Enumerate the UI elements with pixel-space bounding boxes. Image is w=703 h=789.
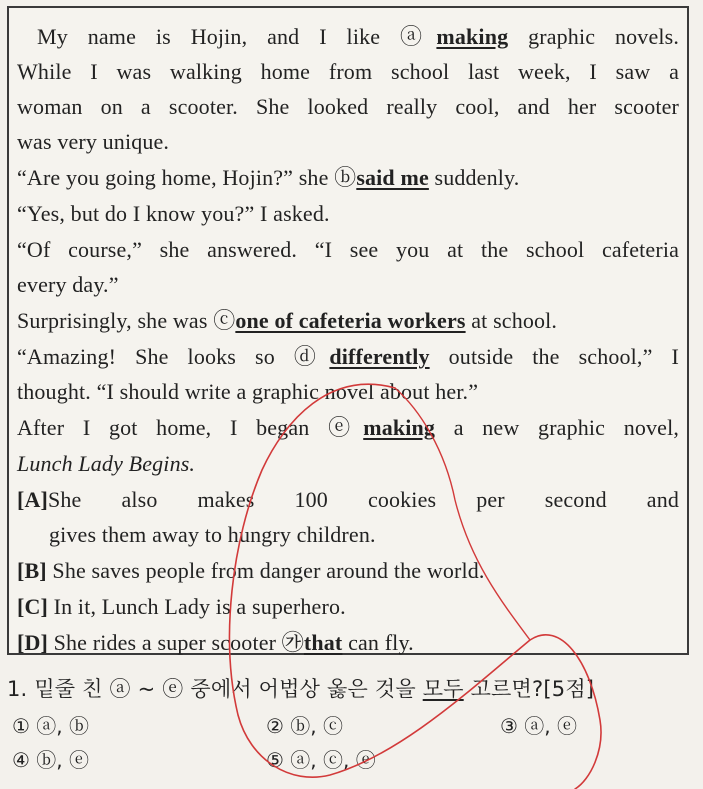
passage-line-11: thought. “I should write a graphic novel about her.” — [17, 379, 479, 404]
passage-line-9 — [17, 308, 557, 334]
question-underlined-word: 모두 — [422, 677, 464, 701]
line-text: My name is Hojin, and I like — [37, 24, 401, 49]
line-text: She rides a super scooter — [48, 630, 282, 655]
passage-line-4: was very unique. — [17, 129, 170, 154]
mark-d: ⓓ — [293, 344, 330, 369]
line-text: Surprisingly, she was — [17, 308, 214, 333]
passage-line-5 — [17, 165, 519, 191]
option-1[interactable]: ① ⓐ, ⓑ — [12, 714, 90, 738]
mark-a: ⓐ — [400, 24, 437, 49]
underlined-making-e: making — [363, 415, 436, 440]
line-text: graphic novels. — [508, 24, 679, 49]
passage-line-8: every day.” — [17, 272, 119, 297]
option-4[interactable]: ④ ⓑ, ⓔ — [12, 748, 90, 772]
passage-box — [7, 6, 689, 655]
mark-ga: ㉮ — [281, 630, 304, 655]
passage-line-2: While I was walking home from school last week, I saw a — [17, 59, 679, 84]
tag-c: [C] — [17, 594, 48, 619]
question-stem — [7, 673, 594, 703]
line-text: In it, Lunch Lady is a superhero. — [48, 594, 346, 619]
line-text: can fly. — [342, 630, 414, 655]
passage-line-7: “Of course,” she answered. “I see you at the school cafeteria — [17, 237, 679, 262]
line-text: She also makes 100 cookies per second and — [48, 487, 679, 512]
passage-line-b — [17, 558, 485, 584]
mark-b: ⓑ — [334, 165, 357, 190]
underlined-said-me: said me — [356, 165, 429, 190]
question-text: 고르면?[5점] — [463, 677, 595, 701]
line-text: at school. — [465, 308, 558, 333]
line-text: suddenly. — [428, 165, 520, 190]
underlined-differently: differently — [329, 344, 430, 369]
novel-title: Lunch Lady Begins. — [17, 451, 196, 476]
passage-line-6: “Yes, but do I know you?” I asked. — [17, 201, 330, 226]
line-text: She saves people from danger around the world. — [46, 558, 485, 583]
line-text: outside the school,” I — [429, 344, 679, 369]
tag-a: [A] — [17, 487, 48, 512]
line-text: a new graphic novel, — [435, 415, 679, 440]
tag-b: [B] — [17, 558, 47, 583]
passage-line-1 — [37, 24, 679, 50]
passage-line-a — [17, 487, 679, 513]
passage-line-c — [17, 594, 346, 620]
line-text: After I got home, I began — [17, 415, 329, 440]
question-number: 1. — [7, 677, 28, 701]
passage-line-12 — [17, 415, 679, 441]
underlined-that: that — [303, 630, 343, 655]
line-text: “Are you going home, Hojin?” she — [17, 165, 335, 190]
option-3[interactable]: ③ ⓐ, ⓔ — [500, 714, 578, 738]
mark-c: ⓒ — [213, 308, 236, 333]
mark-e: ⓔ — [328, 415, 364, 440]
passage-line-a-cont: gives them away to hungry children. — [49, 522, 376, 547]
passage-line-3: woman on a scooter. She looked really cool, and her scooter — [17, 94, 679, 119]
passage-line-d — [17, 630, 414, 656]
passage-line-10 — [17, 344, 679, 370]
underlined-one-of-cafeteria-workers: one of cafeteria workers — [235, 308, 466, 333]
option-5[interactable]: ⑤ ⓐ, ⓒ, ⓔ — [266, 748, 376, 772]
option-2[interactable]: ② ⓑ, ⓒ — [266, 714, 344, 738]
tag-d: [D] — [17, 630, 48, 655]
underlined-making-a: making — [436, 24, 509, 49]
line-text: “Amazing! She looks so — [17, 344, 294, 369]
question-text: 밑줄 친 ⓐ ~ ⓔ 중에서 어법상 옳은 것을 — [27, 677, 423, 701]
